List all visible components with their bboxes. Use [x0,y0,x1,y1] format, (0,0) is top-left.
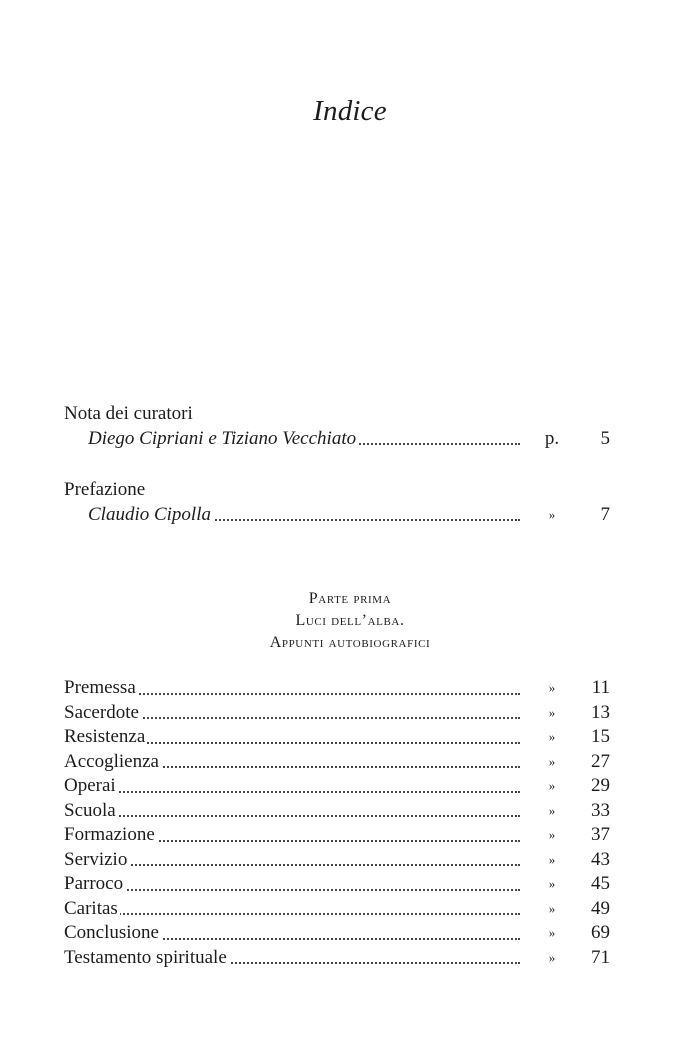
page-marker: » [548,827,556,842]
page-marker: » [548,778,556,793]
page-number: 43 [591,848,610,870]
toc-entry-line [64,848,610,873]
toc-entry-line [64,676,610,701]
page-number: 49 [591,897,610,919]
page-marker: » [548,753,556,769]
toc-entry[interactable] [64,701,520,726]
page-number: 29 [591,775,610,796]
page-number: 5 [600,427,610,449]
toc-entry[interactable] [64,774,520,799]
toc-entry-label: Premessa [64,677,136,698]
page-number: 37 [591,824,610,845]
toc-entry-line [64,774,610,799]
toc-entry-label: Accoglienza [64,750,159,772]
toc-entry[interactable] [64,946,520,971]
page-number: 27 [591,750,610,772]
dot-leader [64,889,520,891]
toc-heading [64,478,520,503]
toc-entry[interactable] [88,427,520,452]
toc-entry-line [64,872,610,897]
page-number: 13 [591,701,610,723]
toc-entry-author: Claudio Cipolla [88,503,211,525]
dot-leader [64,864,520,866]
page-number: 15 [591,726,610,747]
toc-entry-line [64,897,610,922]
toc-heading-label: Prefazione [64,479,146,500]
toc-entry-line [64,750,610,775]
toc-entry-label: Caritas [64,897,118,919]
page-marker: » [548,680,556,695]
page-marker: » [548,949,556,965]
toc-entry[interactable] [64,872,520,897]
toc-entry-line [64,799,610,824]
toc-entry[interactable] [64,897,520,922]
toc-entry-author: Diego Cipriani e Tiziano Vecchiato [88,427,357,449]
toc-entry-line [64,725,610,750]
toc-entry-label: Conclusione [64,922,159,943]
toc-entry-line [64,823,610,848]
toc-entry-line [64,921,610,946]
page-marker: » [548,729,556,744]
page-number: 11 [591,677,610,698]
page-marker: » [548,506,556,522]
toc-entry[interactable] [64,799,520,824]
page-number: 45 [591,873,610,894]
part-number: Parte prima [308,590,392,607]
page-marker: » [548,925,556,940]
part-subtitle: Appunti autobiografici [269,634,431,651]
toc-entry-line [64,701,610,726]
part-heading [0,588,700,654]
toc-entry-label: Parroco [64,873,124,894]
page-marker: p. [544,427,560,449]
page-title: Indice [313,95,387,127]
dot-leader [64,815,520,817]
page-number: 71 [591,946,610,968]
dot-leader [64,791,520,793]
page-marker: » [548,851,556,867]
page-marker: » [548,900,556,916]
toc-entry-label: Resistenza [64,726,146,747]
toc-section-preface [64,478,610,527]
toc-entry-label: Sacerdote [64,701,139,723]
toc-entry-label: Operai [64,775,116,796]
toc-entry[interactable] [64,848,520,873]
toc-entry[interactable] [64,921,520,946]
toc-entry-label: Servizio [64,848,128,870]
toc-entry[interactable] [64,823,520,848]
toc-entry-label: Formazione [64,824,155,845]
page-marker: » [548,876,556,891]
toc-heading [64,402,520,427]
toc-entry-line [64,946,610,971]
toc-entry[interactable] [88,503,520,528]
toc-section-curators-note [64,402,610,451]
toc-entry[interactable] [64,750,520,775]
toc-heading-line [64,402,610,427]
toc-entry-line [64,503,610,528]
page-marker: » [548,704,556,720]
page-number: 69 [591,922,610,943]
toc-entry-line [64,427,610,452]
toc-entry[interactable] [64,676,520,701]
page-number: 7 [600,503,610,525]
toc-chapter-list [64,676,610,970]
toc-entry-label: Scuola [64,799,116,821]
toc-heading-label: Nota dei curatori [64,403,193,424]
toc-entry-label: Testamento spirituale [64,946,227,968]
toc-heading-line [64,478,610,503]
page-number: 33 [591,799,610,821]
part-title: Luci dell’alba. [295,612,405,629]
toc-entry[interactable] [64,725,520,750]
page-marker: » [548,802,556,818]
dot-leader [64,913,520,915]
